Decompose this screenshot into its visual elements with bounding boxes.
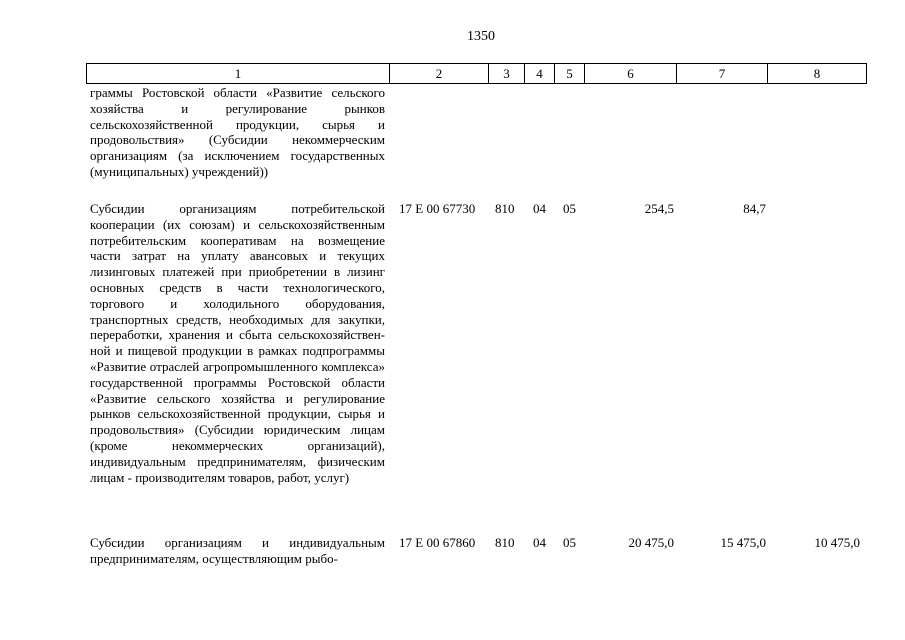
- row-col6: 20 475,0: [628, 535, 674, 550]
- row-description: граммы Ростовской области «Развитие сельского хозяйства и регулирование рынков сельскохозяйственной продукции, сырья и продовольствия» (Субсидии некоммерческим организациям (за исключением государственных (муниципальных) учреждений)): [90, 85, 385, 179]
- row-description: Субсидии организациям и индивидуальным предпринимателям, осуществляющим рыбо-: [90, 535, 385, 566]
- column-header-3: 3: [489, 64, 525, 84]
- column-header-6: 6: [585, 64, 677, 84]
- row-col8: 10 475,0: [814, 535, 860, 550]
- row-col5: 05: [563, 535, 576, 550]
- column-header-7: 7: [677, 64, 768, 84]
- row-description: Субсидии организациям потребительской кооперации (их союзам) и сельскохозяйственным потребительским кооперативам на возмещение части затрат на уплату авансовых и текущих лизинговых платежей при приобретении в лизинг основных средств в части технологического, торгового и холодильного оборудования, транспортных средств, необходимых для закупки, переработки, хранения и сбыта сельскохозяйственной и пищевой продукции в рамках подпрограммы «Развитие отраслей агропромышленного комплекса» государственной программы Ростовской области «Развитие сельского хозяйства и регулирование рынков сельскохозяйственной продукции, сырья и продовольствия» (Субсидии юридическим лицам (кроме некоммерческих организаций), индивидуальным предпринимателям, физическим лицам - производителям товаров, работ, услуг): [90, 201, 385, 485]
- row-col4: 04: [533, 535, 546, 550]
- column-header-4: 4: [525, 64, 555, 84]
- column-header-1: 1: [87, 64, 390, 84]
- row-col3: 810: [495, 201, 515, 216]
- row-col7: 84,7: [743, 201, 766, 216]
- row-col4: 04: [533, 201, 546, 216]
- column-header-row: [86, 63, 867, 84]
- row-col7: 15 475,0: [720, 535, 766, 550]
- column-header-5: 5: [555, 64, 585, 84]
- row-code: 17 Е 00 67730: [399, 201, 476, 216]
- row-col5: 05: [563, 201, 576, 216]
- row-code: 17 Е 00 67860: [399, 535, 476, 550]
- column-header-8: 8: [768, 64, 867, 84]
- column-header-2: 2: [390, 64, 489, 84]
- page-number: 1350: [467, 29, 495, 44]
- row-col3: 810: [495, 535, 515, 550]
- row-col6: 254,5: [644, 201, 674, 216]
